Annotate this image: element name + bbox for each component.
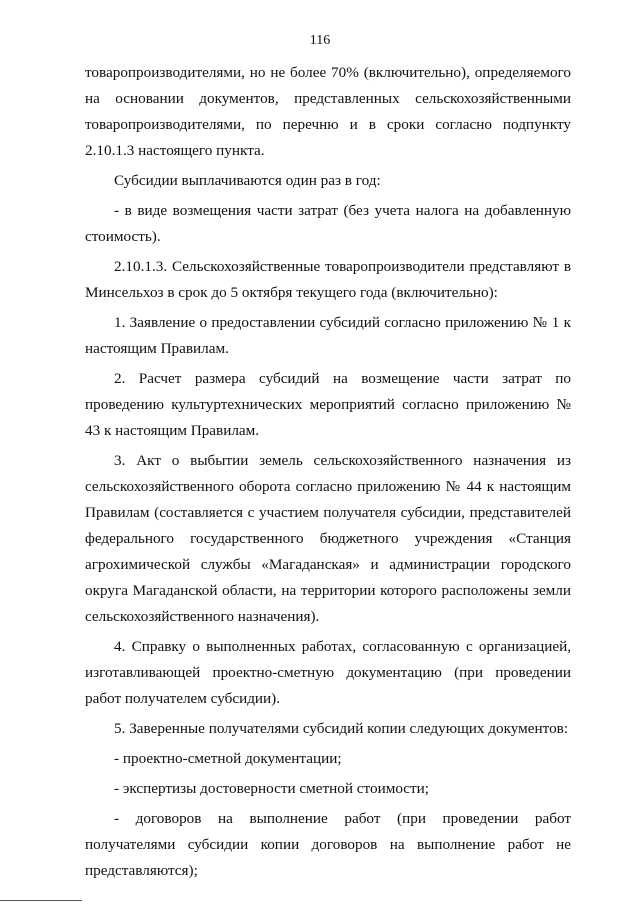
paragraph-cost-reimbursement: - в виде возмещения части затрат (без учета налога на добавленную стоимость). (85, 202, 571, 245)
paragraph-section-2-10-1-3: 2.10.1.3. Сельскохозяйственные товаропроизводители представляют в Минсельхоз в срок до 5 октября текущего года (включительно): (85, 258, 571, 301)
document-body (85, 60, 571, 888)
list-item-4: 4. Справку о выполненных работах, согласованную с организацией, изготавливающей проектно-сметную документацию (при проведении работ получателем субсидии). (85, 638, 571, 707)
scan-edge-mark (0, 900, 82, 905)
sub-item-work-contracts: - договоров на выполнение работ (при проведении работ получателями субсидии копии договоров на выполнение работ не представляются); (85, 810, 571, 879)
list-item-3: 3. Акт о выбытии земель сельскохозяйственного назначения из сельскохозяйственного оборота согласно приложению № 44 к настоящим Правилам (составляется с участием получателя субсидии, представителей федерального государственного бюджетного учреждения «Станция агрохимической службы «Магаданская» и администрации городского округа Магаданской области, на территории которого расположены земли сельскохозяйственного назначения). (85, 452, 571, 625)
page-number: 116 (309, 33, 331, 48)
list-item-5: 5. Заверенные получателями субсидий копии следующих документов: (114, 720, 569, 737)
list-item-1: 1. Заявление о предоставлении субсидий согласно приложению № 1 к настоящим Правилам. (85, 314, 571, 357)
paragraph-subsidy-frequency: Субсидии выплачиваются один раз в год: (114, 172, 381, 189)
sub-item-estimate-review: - экспертизы достоверности сметной стоимости; (114, 780, 430, 797)
sub-item-design-docs: - проектно-сметной документации; (114, 750, 342, 767)
list-item-2: 2. Расчет размера субсидий на возмещение части затрат по проведению культуртехнических мероприятий согласно приложению № 43 к настоящим Правилам. (85, 370, 571, 439)
paragraph-continuation: товаропроизводителями, но не более 70% (включительно), определяемого на основании документов, представленных сельскохозяйственными товаропроизводителями, по перечню и в сроки согласно подпункту 2.10.1.3 настоящего пункта. (85, 64, 571, 159)
